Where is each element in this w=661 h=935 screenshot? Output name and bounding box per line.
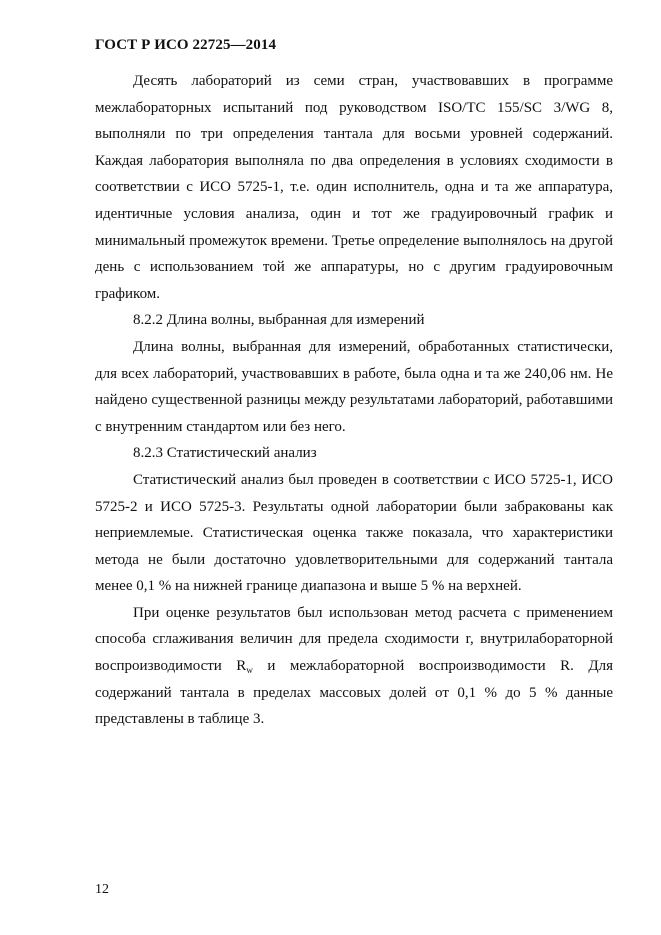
- paragraph-wavelength: Длина волны, выбранная для измерений, обработанных статистически, для всех лабораторий, участвовавших в работе, была одна и та же 240,06 нм. Не найдено существенной разницы между результатами лабораторий, работавшими с внутренним стандартом или без него.: [95, 338, 613, 435]
- document-header: ГОСТ Р ИСО 22725—2014: [95, 37, 277, 53]
- paragraph-statistical-analysis: Статистический анализ был проведен в соответствии с ИСО 5725-1, ИСО 5725-2 и ИСО 5725-3. Результаты одной лаборатории были забракованы как неприемлемые. Статистическая оценка также показала, что характеристики метода не были достаточно удовлетворительными для содержаний тантала менее 0,1 % на нижней границе диапазона и выше 5 % на верхней.: [95, 471, 613, 595]
- section-heading-8-2-2: 8.2.2 Длина волны, выбранная для измерений: [133, 312, 425, 329]
- document-body: [95, 68, 613, 733]
- evaluation-text-end: и межлабораторной воспроизводимости R. Для содержаний тантала в пределах массовых долей от 0,1 % до 5 % данные представлены в таблице 3.: [95, 658, 613, 728]
- section-heading-8-2-3: 8.2.3 Статистический анализ: [133, 445, 317, 462]
- evaluation-text-start: При оценке результатов был использован метод расчета с применением способа сглаживания величин для предела сходимости r, внутрилабораторной воспроизводимости R: [95, 604, 613, 675]
- subscript-w: w: [246, 665, 253, 676]
- page-number: 12: [95, 882, 109, 897]
- paragraph-interlab-testing: Десять лабораторий из семи стран, участвовавших в программе межлабораторных испытаний под руководством ISO/TC 155/SC 3/WG 8, выполняли по три определения тантала для восьми уровней содержаний. Каждая лаборатория выполняла по два определения в условиях сходимости в соответствии с ИСО 5725-1, т.е. один исполнитель, одна и та же аппаратура, идентичные условия анализа, один и тот же градуировочный график и минимальный промежуток времени. Третье определение выполнялось на другой день с использованием той же аппаратуры, но с другим градуировочным графиком.: [95, 73, 613, 302]
- paragraph-evaluation-method: [95, 600, 613, 733]
